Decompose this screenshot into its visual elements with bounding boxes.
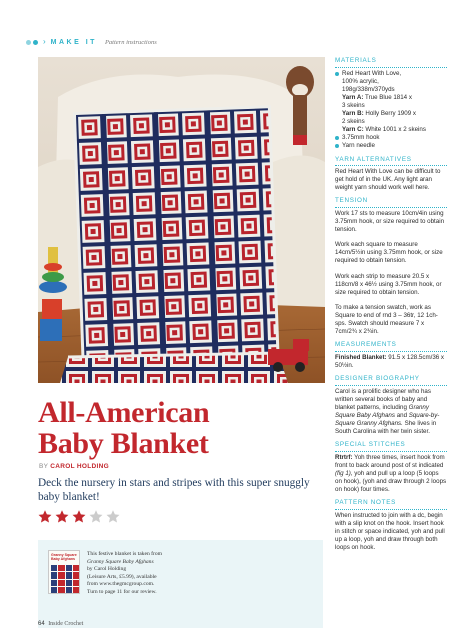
yarn-a-value: True Blue 1814 x <box>363 93 412 101</box>
pattern-sidebar <box>335 57 447 557</box>
designer-heading: DESIGNER BIOGRAPHY <box>335 375 447 386</box>
stitch-label: Rtrtrf: <box>335 453 353 461</box>
tension-section <box>335 197 447 336</box>
page-number: 64 <box>38 621 45 627</box>
star-filled-icon <box>38 510 52 524</box>
designer-text-2: and <box>394 411 409 419</box>
designer-book-2: Square-by-Square Granny Afghans. <box>335 411 440 427</box>
promo-line-3: (Leisure Arts, £5.99), available <box>87 573 157 580</box>
yarn-b-value: Holly Berry 1909 x <box>363 110 416 118</box>
measurements-heading: MEASUREMENTS <box>335 341 447 352</box>
measurements-label: Finished Blanket: <box>335 353 387 361</box>
designer-text-3: She lives in South Carolina with her twin sister. <box>335 419 437 436</box>
tension-p1: Work 17 sts to measure 10cm/4in using 3.75mm hook, or size required to obtain tension. <box>335 210 445 234</box>
yarn-line-1: Red Heart With Love, <box>342 69 402 77</box>
promo-text <box>87 551 197 597</box>
alternatives-heading: YARN ALTERNATIVES <box>335 156 447 167</box>
star-empty-icon <box>89 510 103 524</box>
section-label: MAKE IT <box>50 38 97 46</box>
yarn-c-value: White 1001 x 2 skeins <box>363 126 426 134</box>
promo-line-5: Turn to page 11 for our review. <box>87 588 157 595</box>
star-filled-icon <box>55 510 69 524</box>
promo-line-2: by Carol Holding <box>87 566 127 573</box>
promo-book-title: Granny Square Baby Afghans <box>87 558 154 565</box>
yarn-c-label: Yarn C: <box>342 126 364 134</box>
stitch-text-2: yoh and pull up a loop (5 loops on hook), (yoh and draw through 2 loops on hook) four times. <box>335 469 447 494</box>
tension-p4: To make a tension swatch, work as Square to end of rnd 3 – 36tr, 12 1ch-sps. Swatch should measure 7 x 7cm/2¾ x 2¾in. <box>335 303 438 336</box>
book-promo-box <box>38 540 323 628</box>
section-subtitle: Pattern instructions <box>104 38 157 46</box>
book-cover-image <box>48 550 80 594</box>
designer-text-1: Carol is a prolific designer who has written several books of baby and blanket patterns, including <box>335 387 431 411</box>
measurements-section <box>335 341 447 370</box>
yarn-a-label: Yarn A: <box>342 93 364 101</box>
alternatives-text: Red Heart With Love can be difficult to get hold of in the UK. Any light aran weight yarn should work well here. <box>335 168 441 192</box>
alternatives-section <box>335 156 447 193</box>
star-filled-icon <box>72 510 86 524</box>
title-line-2: Baby Blanket <box>38 427 209 460</box>
tension-heading: TENSION <box>335 197 447 208</box>
book-cover-title: Granny Square Baby Afghans <box>51 553 77 561</box>
byline <box>39 463 109 470</box>
materials-heading: MATERIALS <box>335 57 447 68</box>
designer-section <box>335 375 447 436</box>
byline-prefix: BY <box>39 463 49 470</box>
stitch-text-1: Yoh three times, insert hook from front to back around post of st indicated <box>335 453 445 469</box>
header-dots-icon <box>26 40 38 45</box>
section-header <box>26 36 157 48</box>
promo-line-4: from www.thegmcgroup.com. <box>87 581 155 588</box>
measurements-text <box>335 354 447 370</box>
materials-yarn <box>335 70 447 135</box>
difficulty-rating <box>38 510 120 524</box>
designer-text <box>335 388 447 437</box>
chevron-right-icon: › <box>43 37 46 46</box>
pattern-notes-text: When instructed to join with a dc, begin with a slip knot on the hook. Insert hook in stitch or space indicated, yoh and pull up a loop, yoh and draw through both loops on hook. <box>335 511 445 552</box>
special-stitches-section <box>335 441 447 494</box>
yarn-line-3: 198g/338m/370yds <box>342 85 395 93</box>
materials-section <box>335 57 447 151</box>
book-cover-pattern <box>51 565 79 593</box>
yarn-line-2: 100% acrylic, <box>342 77 379 85</box>
title-line-1: All-American <box>38 396 210 429</box>
article-deck: Deck the nursery in stars and stripes with this super snuggly baby blanket! <box>38 477 310 503</box>
pattern-notes-section <box>335 499 447 552</box>
yarn-b-skeins: 2 skeins <box>342 118 365 126</box>
pattern-notes-heading: PATTERN NOTES <box>335 499 447 510</box>
star-empty-icon <box>106 510 120 524</box>
author-name: CAROL HOLDING <box>50 463 109 470</box>
blanket-photo <box>38 57 325 383</box>
page-footer <box>38 621 83 627</box>
materials-needle: Yarn needle <box>335 142 447 150</box>
designer-book-1: Granny Square Baby Afghans <box>335 403 429 419</box>
magazine-name: Inside Crochet <box>48 621 84 627</box>
promo-line-1: This festive blanket is taken from <box>87 551 163 557</box>
article-title <box>38 397 328 459</box>
measurements-value: 91.5 x 128.5cm/36 x 50½in. <box>335 353 445 369</box>
special-stitches-text <box>335 454 447 494</box>
materials-hook: 3.75mm hook <box>335 134 447 142</box>
tension-p2: Work each square to measure 14cm/5½in using 3.75mm hook, or size required to obtain tension. <box>335 241 443 265</box>
tension-p3: Work each strip to measure 20.5 x 118cm/8 x 46½ using 3.75mm hook, or size required to obtain tension. <box>335 272 442 296</box>
yarn-a-skeins: 3 skeins <box>342 101 365 109</box>
stitch-fig-ref: (fig 1), <box>335 469 353 477</box>
special-stitches-heading: SPECIAL STITCHES <box>335 441 447 452</box>
yarn-b-label: Yarn B: <box>342 110 364 118</box>
